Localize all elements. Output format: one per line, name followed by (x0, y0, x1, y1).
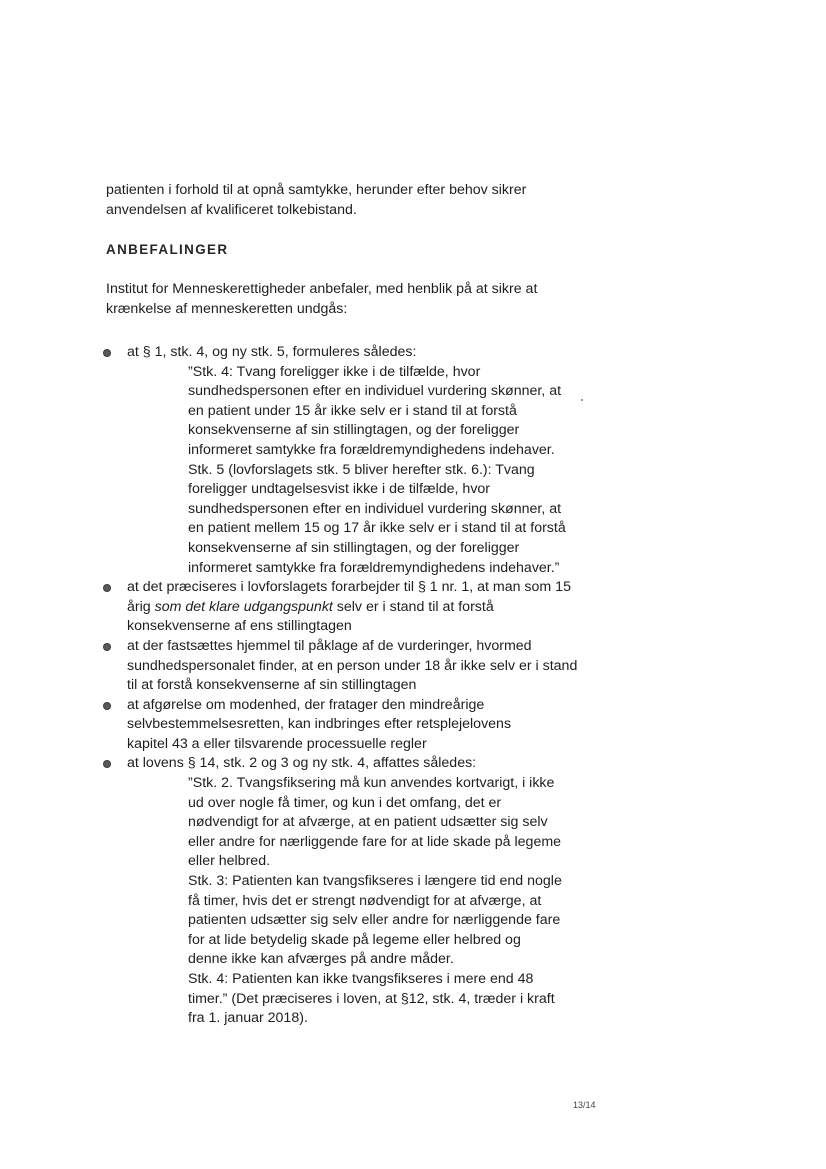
quote-paragraph: ”Stk. 4: Tvang foreligger ikke i de tilfælde, hvor sundhedspersonen efter en individuel vurdering skønner, at en patient under 15 år ikke selv er i stand til at forstå konsekvenserne af sin stillingtagen, og der foreligger informeret samtykke fra forældremyndighedens indehaver. (188, 363, 562, 458)
quote-paragraph: ”Stk. 2. Tvangsfiksering må kun anvendes kortvarigt, i ikke ud over nogle få timer, og kun i det omfang, det er nødvendigt for at afværge, at en patient udsætter sig selv eller andre for nærliggende fare for at lide skade på legeme eller helbred. (188, 775, 562, 870)
bullet-text: at det præciseres i lovforslagets forarbejder til § 1 nr. 1, at man som 15 årig som det klare udgangspunkt selv er i stand til at forstå konsekvenserne af ens stillingtagen (127, 579, 571, 635)
quote-paragraph: Stk. 4: Patienten kan ikke tvangsfikseres i mere end 48 timer.” (Det præciseres i loven, at §12, stk. 4, træder i kraft fra 1. januar 2018). (188, 971, 555, 1027)
bullet-icon (103, 643, 111, 651)
bullet-icon (103, 349, 111, 357)
list-item (0, 343, 826, 578)
scan-speck (581, 399, 583, 401)
page-number: 13/14 (573, 1100, 596, 1110)
quote-paragraph: Stk. 3: Patienten kan tvangsfikseres i længere tid end nogle få timer, hvis det er strengt nødvendigt for at afværge, at patienten udsætter sig selv eller andre for nærliggende fare for at lide betydelig skade på legeme eller helbred og denne ikke kan afværges på andre måder. (188, 873, 562, 968)
list-item (0, 578, 826, 637)
emphasis-text: som det klare udgangspunkt (154, 598, 333, 615)
list-item (0, 754, 826, 1028)
quote-paragraph: Stk. 5 (lovforslagets stk. 5 bliver herefter stk. 6.): Tvang foreligger undtagelsesvist ikke i de tilfælde, hvor sundhedspersonen efter en individuel vurdering skønner, at en patient mellem 15 og 17 år ikke selv er i stand til at forstå konsekvenserne af sin stillingtagen, og der foreligger informeret samtykke fra forældremyndighedens indehaver.” (188, 461, 566, 576)
lead-paragraph: Institut for Menneskerettigheder anbefaler, med henblik på at sikre at krænkelse af menneskeretten undgås: (106, 281, 538, 317)
quoted-provision (188, 363, 578, 579)
bullet-text: at der fastsættes hjemmel til påklage af de vurderinger, hvormed sundhedspersonalet finder, at en person under 18 år ikke selv er i stand til at forstå konsekvenserne af sin stillingtagen (127, 637, 578, 694)
bullet-icon (103, 760, 111, 768)
list-item (0, 696, 826, 755)
list-item (0, 637, 826, 696)
bullet-icon (103, 584, 111, 592)
bullet-text: at § 1, stk. 4, og ny stk. 5, formuleres således: (127, 344, 417, 360)
recommendation-list (0, 343, 826, 1029)
bullet-text: at afgørelse om modenhed, der fratager den mindreårige selvbestemmelsesretten, kan indbringes efter retsplejelovens kapitel 43 a eller tilsvarende processuelle regler (127, 696, 512, 752)
bullet-text: at lovens § 14, stk. 2 og 3 og ny stk. 4, affattes således: (127, 755, 477, 772)
quoted-provision (188, 774, 564, 1029)
section-heading: ANBEFALINGER (106, 242, 229, 257)
bullet-icon (103, 702, 111, 710)
intro-paragraph: patienten i forhold til at opnå samtykke, herunder efter behov sikrer anvendelsen af kvalificeret tolkebistand. (106, 182, 527, 218)
